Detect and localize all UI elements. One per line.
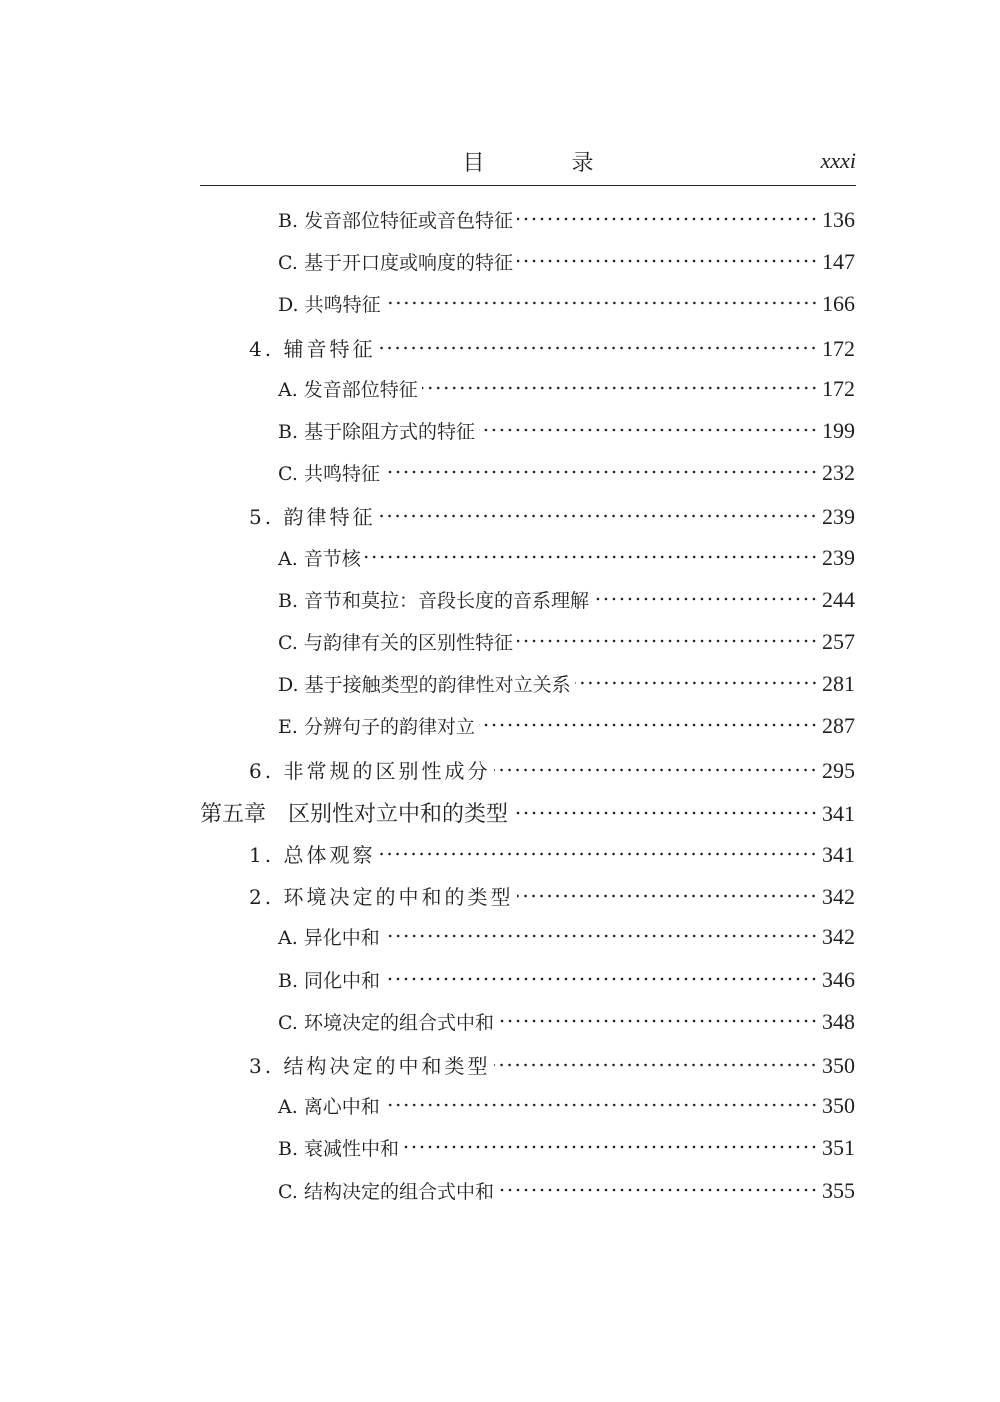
toc-entry-page: 281 bbox=[822, 671, 855, 697]
toc-entry-title: 4. 辅音特征 bbox=[249, 336, 376, 361]
dot-leader bbox=[385, 301, 818, 305]
toc-entry[interactable] bbox=[200, 797, 855, 839]
toc-entry-page: 147 bbox=[822, 249, 855, 275]
toc-entry-title: 3. 结构决定的中和类型 bbox=[249, 1054, 491, 1078]
toc-entry-page: 239 bbox=[822, 504, 855, 530]
dot-leader bbox=[479, 723, 818, 727]
toc-entry-page: 166 bbox=[822, 291, 855, 317]
toc-entry-title: B. 基于除阻方式的特征 bbox=[278, 421, 476, 443]
toc-entry-page: 342 bbox=[822, 884, 855, 910]
toc-entry-page: 355 bbox=[822, 1177, 855, 1203]
dot-leader bbox=[379, 514, 818, 518]
toc-entry-page: 350 bbox=[822, 1093, 855, 1119]
dot-leader bbox=[593, 597, 818, 601]
toc-entry[interactable] bbox=[278, 375, 855, 417]
toc-entry[interactable] bbox=[249, 501, 855, 543]
dot-leader bbox=[384, 977, 818, 981]
toc-entry-page: 136 bbox=[822, 207, 855, 232]
toc-entry-page: 199 bbox=[822, 418, 855, 443]
toc-entry-page: 232 bbox=[822, 460, 855, 486]
toc-entry-page: 172 bbox=[822, 375, 855, 401]
dot-leader bbox=[517, 639, 818, 643]
toc-entry-page: 346 bbox=[822, 966, 855, 992]
toc-entry-title: B. 发音部位特征或音色特征 bbox=[278, 210, 514, 232]
dot-leader bbox=[512, 811, 818, 815]
dot-leader bbox=[384, 1103, 818, 1107]
toc-entry[interactable] bbox=[278, 712, 855, 754]
toc-entry[interactable] bbox=[278, 544, 855, 586]
dot-leader bbox=[517, 259, 818, 263]
toc-entry-title: 5. 韵律特征 bbox=[249, 505, 376, 530]
dot-leader bbox=[384, 934, 818, 938]
toc-entry-page: 287 bbox=[822, 713, 855, 739]
header-page-number: xxxi bbox=[820, 148, 856, 173]
toc-entry-title: 第五章 区别性对立中和的类型 bbox=[200, 801, 509, 827]
toc-entry-title: A. 音节核 bbox=[278, 547, 361, 570]
toc-entry-title: D. 基于接触类型的韵律性对立关系 bbox=[278, 674, 571, 697]
toc-entry[interactable] bbox=[278, 206, 855, 248]
toc-entry[interactable] bbox=[278, 1008, 855, 1050]
toc-entry[interactable] bbox=[278, 966, 855, 1008]
toc-entry-page: 350 bbox=[822, 1053, 855, 1078]
toc-entry-title: A. 异化中和 bbox=[278, 927, 380, 950]
toc-entry[interactable] bbox=[278, 1134, 855, 1176]
toc-entry-title: C. 基于开口度或响度的特征 bbox=[278, 252, 513, 275]
toc-entry-page: 342 bbox=[822, 924, 855, 950]
toc-entry-title: B. 同化中和 bbox=[278, 969, 381, 992]
toc-entry-title: 6. 非常规的区别性成分 bbox=[249, 758, 491, 783]
dot-leader bbox=[517, 217, 818, 221]
dot-leader bbox=[575, 681, 818, 685]
header-rule bbox=[200, 185, 856, 186]
toc-entry-title: C. 与韵律有关的区别性特征 bbox=[278, 632, 513, 654]
toc-entry[interactable] bbox=[278, 670, 855, 712]
toc-entry[interactable] bbox=[249, 333, 855, 375]
toc-entry[interactable] bbox=[249, 1050, 855, 1092]
toc-entry-title: 1. 总体观察 bbox=[249, 843, 376, 867]
toc-entry-page: 239 bbox=[822, 544, 855, 570]
toc-entry-title: C. 环境决定的组合式中和 bbox=[278, 1011, 494, 1034]
toc-entry-page: 295 bbox=[822, 757, 855, 783]
toc-entry-title: D. 共鸣特征 bbox=[278, 294, 381, 317]
running-header bbox=[200, 146, 856, 186]
toc-entry-page: 341 bbox=[822, 800, 855, 826]
toc-entry[interactable] bbox=[278, 417, 855, 459]
toc-entry-page: 172 bbox=[822, 335, 855, 361]
toc-entry-title: A. 发音部位特征 bbox=[278, 378, 418, 401]
toc-entry-title: C. 共鸣特征 bbox=[278, 463, 380, 486]
toc-entry-page: 348 bbox=[822, 1008, 855, 1034]
dot-leader bbox=[379, 346, 818, 350]
toc-entry-title: B. 衰减性中和 bbox=[278, 1138, 400, 1161]
toc-entry-page: 244 bbox=[822, 586, 855, 612]
dot-leader bbox=[422, 386, 818, 390]
dot-leader bbox=[494, 1063, 818, 1067]
dot-leader bbox=[498, 1019, 818, 1023]
toc-entry[interactable] bbox=[278, 290, 855, 332]
toc-entry[interactable] bbox=[278, 628, 855, 670]
toc-entry-title: A. 离心中和 bbox=[278, 1096, 380, 1119]
toc-entry[interactable] bbox=[278, 1177, 855, 1219]
toc-entry[interactable] bbox=[249, 755, 855, 797]
toc-entry[interactable] bbox=[249, 839, 855, 881]
toc-entry-title: E. 分辨句子的韵律对立 bbox=[278, 716, 475, 739]
dot-leader bbox=[365, 555, 818, 559]
toc-entry-title: C. 结构决定的组合式中和 bbox=[278, 1180, 494, 1203]
dot-leader bbox=[498, 1188, 818, 1192]
header-title: 目 录 bbox=[462, 151, 634, 176]
dot-leader bbox=[379, 852, 818, 856]
toc-entry[interactable] bbox=[278, 586, 855, 628]
toc-entry-page: 257 bbox=[822, 629, 855, 654]
dot-leader bbox=[479, 428, 818, 432]
dot-leader bbox=[494, 768, 818, 772]
toc-entry-title: 2. 环境决定的中和的类型 bbox=[249, 885, 514, 910]
dot-leader bbox=[517, 894, 818, 898]
toc-entry[interactable] bbox=[278, 923, 855, 965]
toc-entry-page: 341 bbox=[822, 842, 855, 867]
toc-entry[interactable] bbox=[278, 1092, 855, 1134]
toc-entry-page: 351 bbox=[822, 1135, 855, 1161]
toc-entry[interactable] bbox=[278, 248, 855, 290]
toc-entry[interactable] bbox=[278, 459, 855, 501]
toc-entry-title: B. 音节和莫拉：音段长度的音系理解 bbox=[278, 589, 590, 612]
toc-entry[interactable] bbox=[249, 881, 855, 923]
dot-leader bbox=[403, 1145, 818, 1149]
dot-leader bbox=[384, 470, 818, 474]
